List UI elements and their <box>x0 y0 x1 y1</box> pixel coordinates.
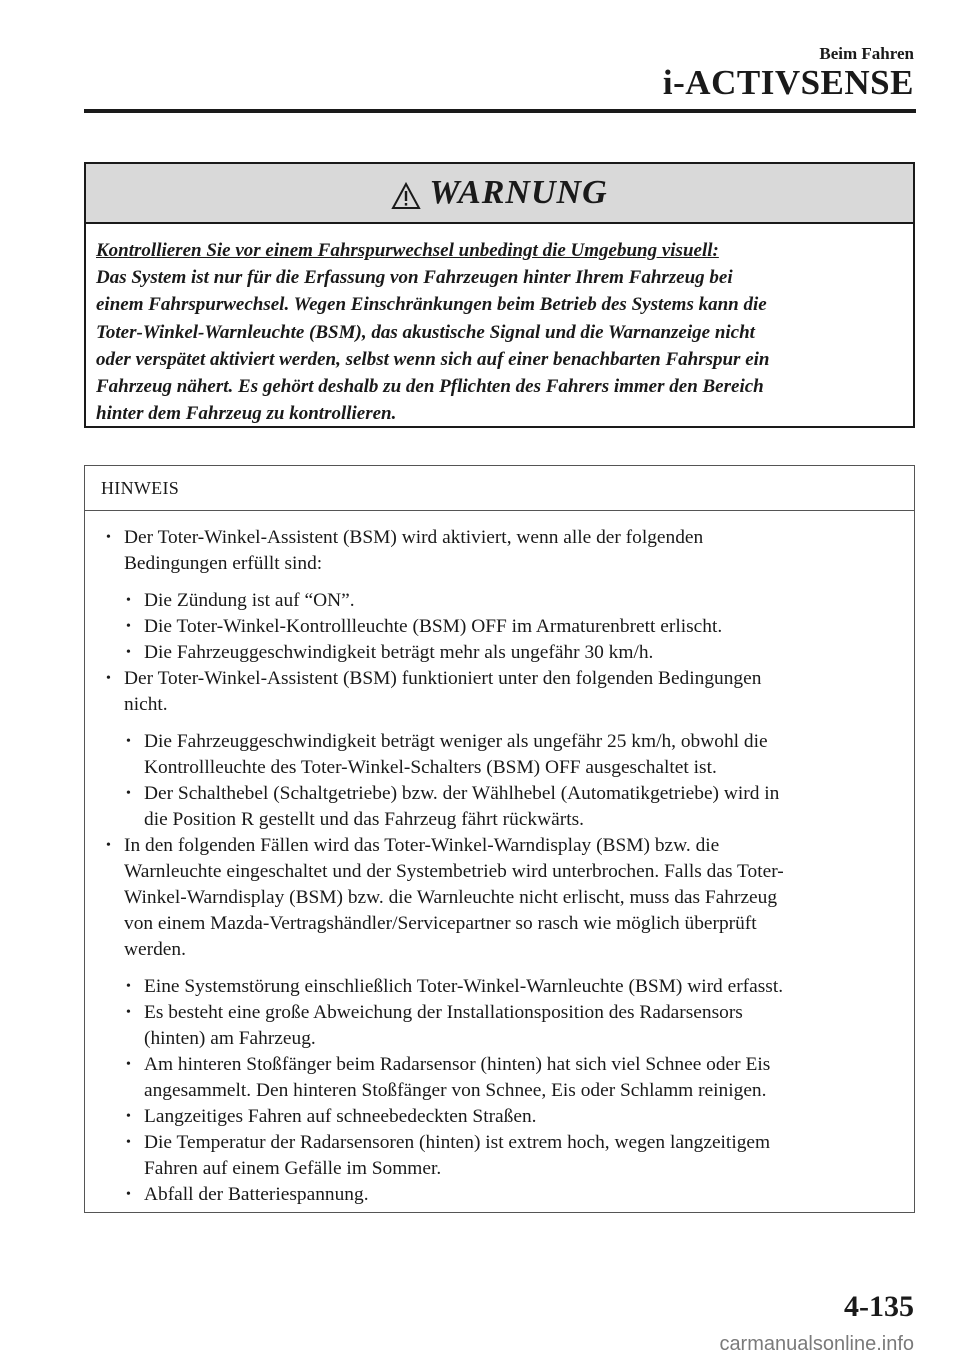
chapter-title: i-ACTIVSENSE <box>662 63 914 102</box>
header-rule <box>84 109 916 113</box>
note-title: HINWEIS <box>85 466 914 511</box>
note-line: die Position R gestellt und das Fahrzeug fährt rückwärts. <box>144 809 584 830</box>
sub-list <box>123 974 894 1208</box>
warning-header <box>86 164 913 224</box>
warning-line: Fahrzeug nähert. Es gehört deshalb zu den Pflichten des Fahrers immer den Bereich <box>96 376 764 398</box>
note-line: angesammelt. Den hinteren Stoßfänger von Schnee, Eis oder Schlamm reinigen. <box>144 1080 767 1101</box>
warning-title: WARNUNG <box>429 174 608 211</box>
note-line: • Der Toter-Winkel-Assistent (BSM) wird aktiviert, wenn alle der folgenden <box>124 527 704 548</box>
note-line: • Langzeitiges Fahren auf schneebedeckten Straßen. <box>144 1106 537 1127</box>
note-line: • Die Fahrzeuggeschwindigkeit beträgt mehr als ungefähr 30 km/h. <box>144 642 654 663</box>
sub-list <box>123 729 894 833</box>
warning-text <box>86 224 913 427</box>
note-line: Bedingungen erfüllt sind: <box>124 553 323 574</box>
sub-item <box>123 729 894 781</box>
warning-line: oder verspätet aktiviert werden, selbst wenn sich auf einer benachbarten Fahrspur ein <box>96 348 770 370</box>
note-line: (hinten) am Fahrzeug. <box>144 1028 316 1049</box>
note-line: • Die Toter-Winkel-Kontrollleuchte (BSM) OFF im Armaturenbrett erlischt. <box>144 616 723 637</box>
sub-item <box>123 1130 894 1182</box>
note-line: werden. <box>124 939 186 960</box>
sub-item <box>123 1000 894 1052</box>
page-header <box>663 44 914 102</box>
note-line: • Abfall der Batteriespannung. <box>144 1184 369 1205</box>
warning-lead: Kontrollieren Sie vor einem Fahrspurwechsel unbedingt die Umgebung visuell: <box>96 240 719 261</box>
sub-item <box>123 781 894 833</box>
note-item <box>103 525 894 577</box>
warning-line: hinter dem Fahrzeug zu kontrollieren. <box>96 403 397 425</box>
note-line: • Eine Systemstörung einschließlich Toter-Winkel-Warnleuchte (BSM) wird erfasst. <box>144 976 784 997</box>
note-line: • Es besteht eine große Abweichung der Installationsposition des Radarsensors <box>144 1002 743 1023</box>
note-line: • In den folgenden Fällen wird das Toter-Winkel-Warndisplay (BSM) bzw. die <box>124 835 720 856</box>
note-body <box>85 511 914 1208</box>
warning-line: Das System ist nur für die Erfassung von Fahrzeugen hinter Ihrem Fahrzeug bei <box>96 267 733 289</box>
watermark: carmanualsonline.info <box>719 1333 914 1355</box>
sub-item <box>123 614 894 640</box>
warning-line: einem Fahrspurwechsel. Wegen Einschränkungen beim Betrieb des Systems kann die <box>96 294 767 316</box>
sub-item <box>123 588 894 614</box>
sub-item <box>123 640 894 666</box>
note-line: Warnleuchte eingeschaltet und der Systembetrieb wird unterbrochen. Falls das Toter- <box>124 861 784 882</box>
warning-triangle-icon <box>391 182 421 210</box>
note-line: • Der Toter-Winkel-Assistent (BSM) funktioniert unter den folgenden Bedingungen <box>124 668 762 689</box>
note-line: • Die Zündung ist auf “ON”. <box>144 590 355 611</box>
note-item <box>103 666 894 718</box>
warning-box <box>84 162 915 428</box>
sub-list <box>123 588 894 666</box>
note-line: Fahren auf einem Gefälle im Sommer. <box>144 1158 442 1179</box>
note-line: • Der Schalthebel (Schaltgetriebe) bzw. der Wählhebel (Automatikgetriebe) wird in <box>144 783 780 804</box>
note-line: Winkel-Warndisplay (BSM) bzw. die Warnleuchte nicht erlischt, muss das Fahrzeug <box>124 887 778 908</box>
note-line: nicht. <box>124 694 168 715</box>
note-box <box>84 465 915 1213</box>
page-number: 4-135 <box>844 1290 914 1323</box>
note-item <box>103 833 894 963</box>
note-line: von einem Mazda-Vertragshändler/Servicepartner so rasch wie möglich überprüft <box>124 913 757 934</box>
sub-item <box>123 1052 894 1104</box>
note-line: • Die Temperatur der Radarsensoren (hinten) ist extrem hoch, wegen langzeitigem <box>144 1132 771 1153</box>
section-label: Beim Fahren <box>819 44 914 63</box>
note-line: Kontrollleuchte des Toter-Winkel-Schalters (BSM) OFF ausgeschaltet ist. <box>144 757 717 778</box>
sub-item <box>123 1104 894 1130</box>
note-line: • Am hinteren Stoßfänger beim Radarsensor (hinten) hat sich viel Schnee oder Eis <box>144 1054 771 1075</box>
note-line: • Die Fahrzeuggeschwindigkeit beträgt weniger als ungefähr 25 km/h, obwohl die <box>144 731 768 752</box>
warning-line: Toter-Winkel-Warnleuchte (BSM), das akustische Signal und die Warnanzeige nicht <box>96 321 755 343</box>
sub-item <box>123 1182 894 1208</box>
sub-item <box>123 974 894 1000</box>
